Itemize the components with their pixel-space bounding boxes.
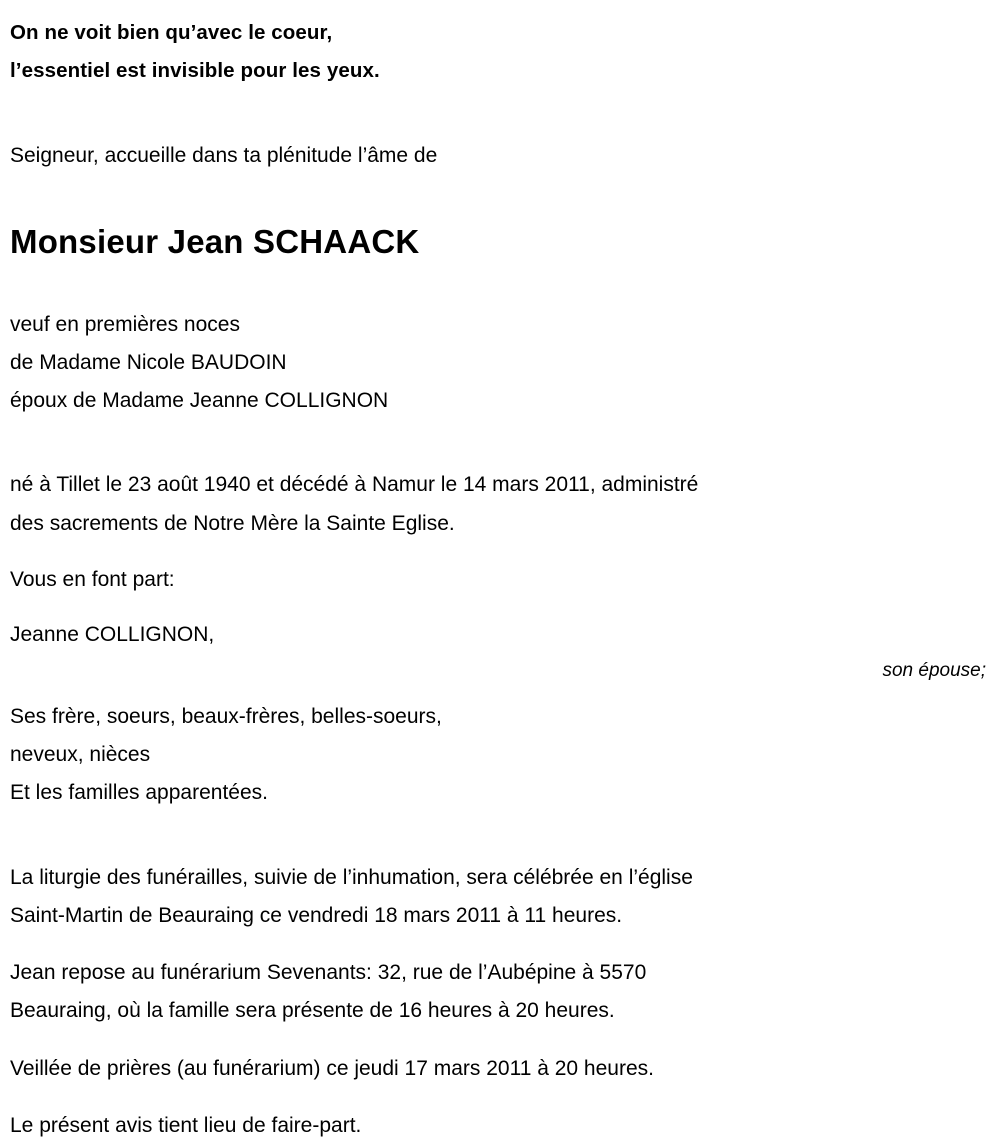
relation-line-3: époux de Madame Jeanne COLLIGNON — [10, 388, 389, 412]
vigil-paragraph — [10, 1050, 990, 1089]
repose-line-2: Beauraing, où la famille sera présente de 16 heures à 20 heures. — [10, 999, 615, 1022]
closing-paragraph — [10, 1107, 990, 1146]
widow-role: son épouse; — [882, 659, 986, 681]
widow-block — [10, 616, 990, 687]
widow-name: Jeanne COLLIGNON, — [10, 623, 215, 646]
announcement-intro-line: Vous en font part: — [10, 567, 175, 591]
repose-paragraph — [10, 954, 990, 1031]
birth-death-paragraph — [10, 465, 990, 543]
invocation-line: Seigneur, accueille dans ta plénitude l’âme de — [10, 144, 438, 167]
liturgy-line-2: Saint-Martin de Beauraing ce vendredi 18 mars 2011 à 11 heures. — [10, 904, 623, 927]
survivors-block — [10, 698, 990, 812]
survivors-line-3: Et les familles apparentées. — [10, 780, 268, 804]
vigil-line: Veillée de prières (au funérarium) ce jeudi 17 mars 2011 à 20 heures. — [10, 1056, 654, 1080]
invocation-text — [10, 137, 990, 176]
quote-line-1: On ne voit bien qu’avec le coeur, — [10, 21, 333, 44]
liturgy-line-1: La liturgie des funérailles, suivie de l’inhumation, sera célébrée en l’église — [10, 865, 693, 889]
deceased-relations — [10, 306, 990, 420]
birth-death-line-1: né à Tillet le 23 août 1940 et décédé à Namur le 14 mars 2011, administré — [10, 472, 699, 496]
liturgy-paragraph — [10, 859, 990, 936]
opening-quote — [10, 14, 990, 90]
relation-line-2: de Madame Nicole BAUDOIN — [10, 350, 287, 374]
survivors-line-2: neveux, nièces — [10, 742, 151, 766]
quote-line-2: l’essentiel est invisible pour les yeux. — [10, 59, 380, 82]
deceased-name: Monsieur Jean SCHAACK — [10, 222, 420, 260]
birth-death-line-2: des sacrements de Notre Mère la Sainte Eglise. — [10, 511, 455, 535]
announcement-intro — [10, 561, 990, 600]
survivors-line-1: Ses frère, soeurs, beaux-frères, belles-soeurs, — [10, 704, 442, 728]
relation-line-1: veuf en premières noces — [10, 312, 240, 336]
repose-line-1: Jean repose au funérarium Sevenants: 32, rue de l’Aubépine à 5570 — [10, 960, 647, 984]
closing-line: Le présent avis tient lieu de faire-part. — [10, 1114, 362, 1137]
